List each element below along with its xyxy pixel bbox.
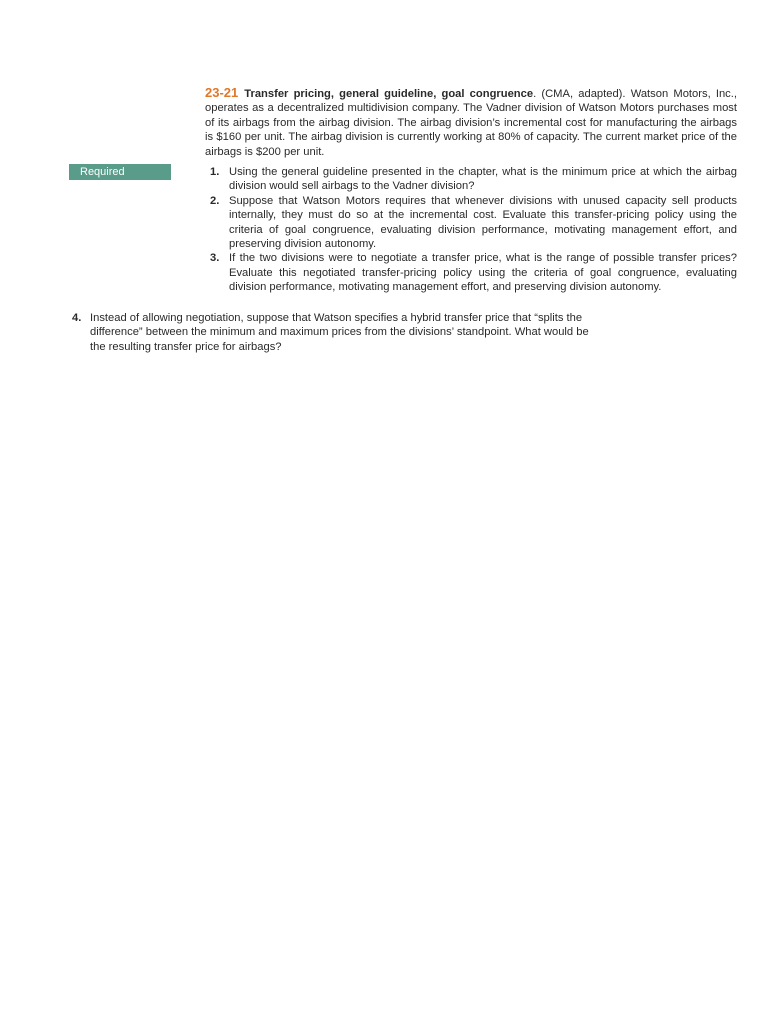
question-text: Instead of allowing negotiation, suppose that Watson specifies a hybrid transfer price that “splits the difference” between the minimum and maximum prices from the divisions’ standpoint. What would be the resulting transfer price for airbags? xyxy=(90,312,589,353)
requirement-text: If the two divisions were to negotiate a transfer price, what is the range of possible transfer prices? Evaluate this negotiated transfer-pricing policy using the criteria of goal congruence, evaluating division performance, motivating management effort, and preserving division autonomy. xyxy=(229,252,737,294)
problem-number: 23-21 xyxy=(205,85,239,100)
problem-statement xyxy=(205,86,737,159)
requirement-item xyxy=(205,251,737,294)
requirements-list xyxy=(205,165,737,295)
question-number: 4. xyxy=(72,312,82,324)
requirement-number: 1. xyxy=(210,166,220,178)
requirement-item xyxy=(205,165,737,194)
problem-intro: . (CMA, adapted). Watson Motors, Inc., operates as a decentralized multidivision company. The Vadner division of Watson Motors purchases most of its airbags from the airbag division. The airbag division’s incremental cost for manufacturing the airbags is $160 per unit. The airbag division is currently working at 80% of capacity. The current market price of the airbags is $200 per unit. xyxy=(205,88,737,158)
required-badge: Required xyxy=(69,164,171,180)
requirement-text: Suppose that Watson Motors requires that whenever divisions with unused capacity sell products internally, they must do so at the incremental cost. Evaluate this transfer-pricing policy using the criteria of goal congruence, evaluating division performance, motivating management effort, and preserving division autonomy. xyxy=(229,194,737,251)
requirement-item xyxy=(205,194,737,252)
problem-title: Transfer pricing, general guideline, goal congruence xyxy=(244,88,534,100)
requirement-number: 3. xyxy=(210,252,220,265)
requirement-number: 2. xyxy=(210,194,220,207)
additional-question xyxy=(72,311,592,354)
requirement-text: Using the general guideline presented in the chapter, what is the minimum price at which the airbag division would sell airbags to the Vadner division? xyxy=(229,166,737,193)
